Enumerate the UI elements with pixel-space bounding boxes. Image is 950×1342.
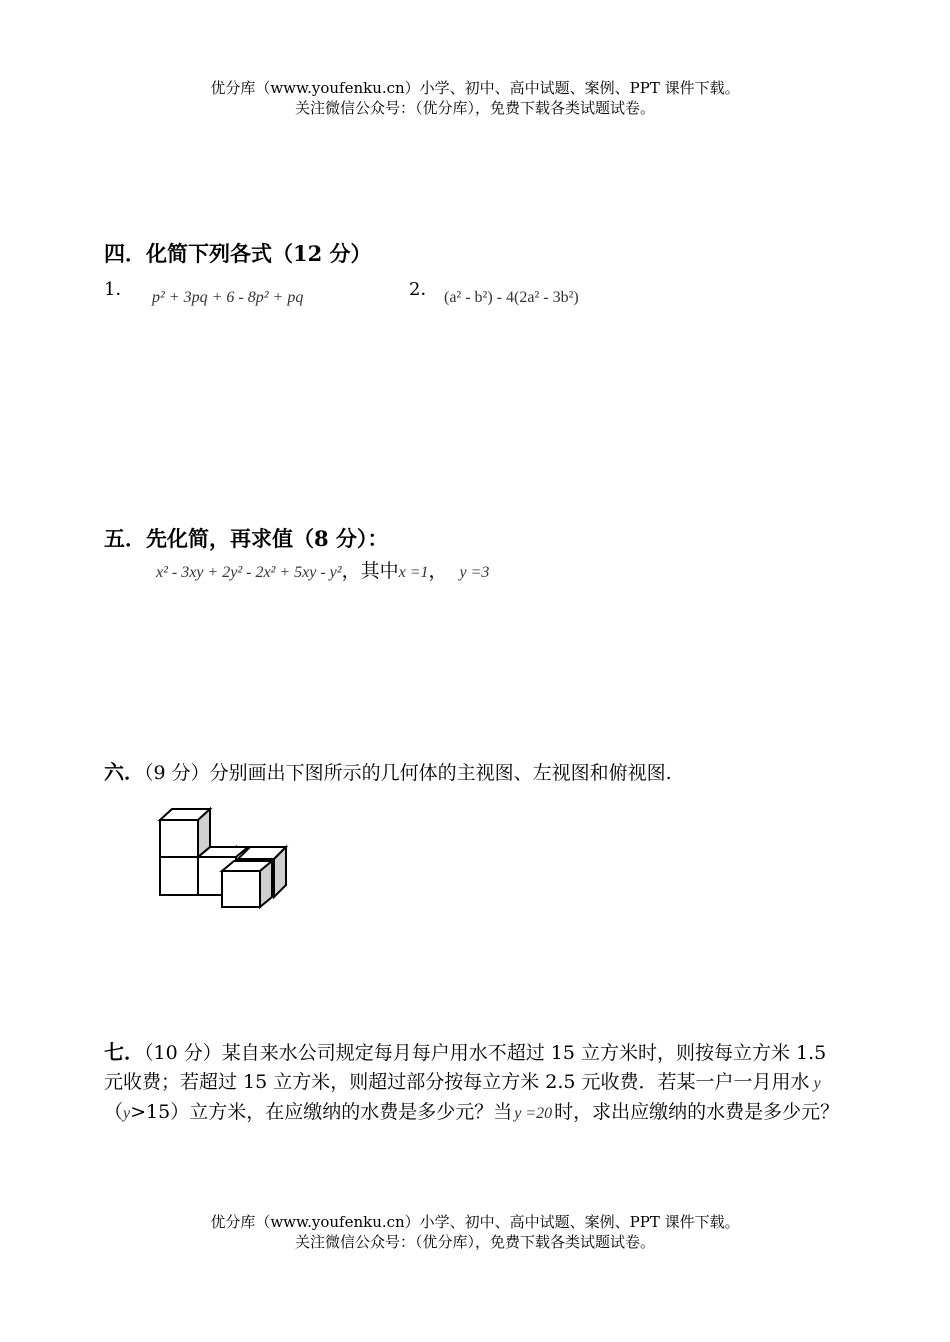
bottom-left-cube-front [160, 857, 198, 895]
section-4-title [104, 240, 372, 268]
section-5-condition: ，其中 [341, 560, 399, 582]
separator: ， [428, 560, 448, 582]
y-equals-20: y =20 [514, 1105, 553, 1122]
section-5-title-text: 五．先化简，再求值（8 分）： [104, 526, 389, 551]
front-cube-front [222, 871, 260, 907]
section-7-question [104, 1038, 849, 1128]
section-7-text-1: （10 分）某自来水公司规定每月每户用水不超过 15 立方米时，则按每立方米 1.5 元收费；若超过 15 立方米，则超过部分按每立方米 2.5 元收费．若某一户一月用水 [104, 1042, 827, 1093]
question-1-expression: p² + 3pq + 6 - 8p² + pq [152, 289, 304, 306]
question-2-expression: (a² - b²) - 4(2a² - 3b²) [444, 289, 579, 306]
header-line-1: 优分库（www.youfenku.cn）小学、初中、高中试题、案例、PPT 课件下载。 [210, 79, 740, 97]
section-5-problem [156, 556, 489, 583]
x-value: x =1 [398, 564, 429, 581]
question-2-number: 2． [409, 279, 439, 300]
top-cube-front [160, 820, 198, 857]
section-7-text-4: 时，求出应缴纳的水费是多少元？ [554, 1101, 840, 1123]
footer-line-2: 关注微信公众号：（优分库），免费下载各类试题试卷。 [294, 1233, 655, 1251]
section-7-number: 七． [104, 1040, 144, 1064]
section-5-title [104, 525, 388, 553]
y-value: y =3 [459, 564, 490, 581]
section-5-expression: x² - 3xy + 2y² - 2x² + 5xy - y² [156, 564, 342, 581]
section-4-title-text: 四．化简下列各式（12 分） [104, 241, 372, 266]
section-7-text-3: >15）立方米，在应缴纳的水费是多少元？当 [130, 1101, 513, 1123]
section-6-number: 六． [104, 760, 144, 784]
section-7-text-2: （ [104, 1101, 124, 1123]
footer-line-1: 优分库（www.youfenku.cn）小学、初中、高中试题、案例、PPT 课件下载。 [210, 1213, 740, 1231]
variable-y-2: y [123, 1105, 131, 1122]
header-line-2: 关注微信公众号：（优分库），免费下载各类试题试卷。 [294, 99, 655, 117]
section-6-text: （9 分）分别画出下图所示的几何体的主视图、左视图和俯视图. [144, 762, 672, 784]
section-6-question [104, 756, 672, 785]
variable-y: y [813, 1075, 821, 1092]
question-1-number: 1． [104, 279, 134, 300]
geometric-solid-figure [150, 800, 300, 915]
